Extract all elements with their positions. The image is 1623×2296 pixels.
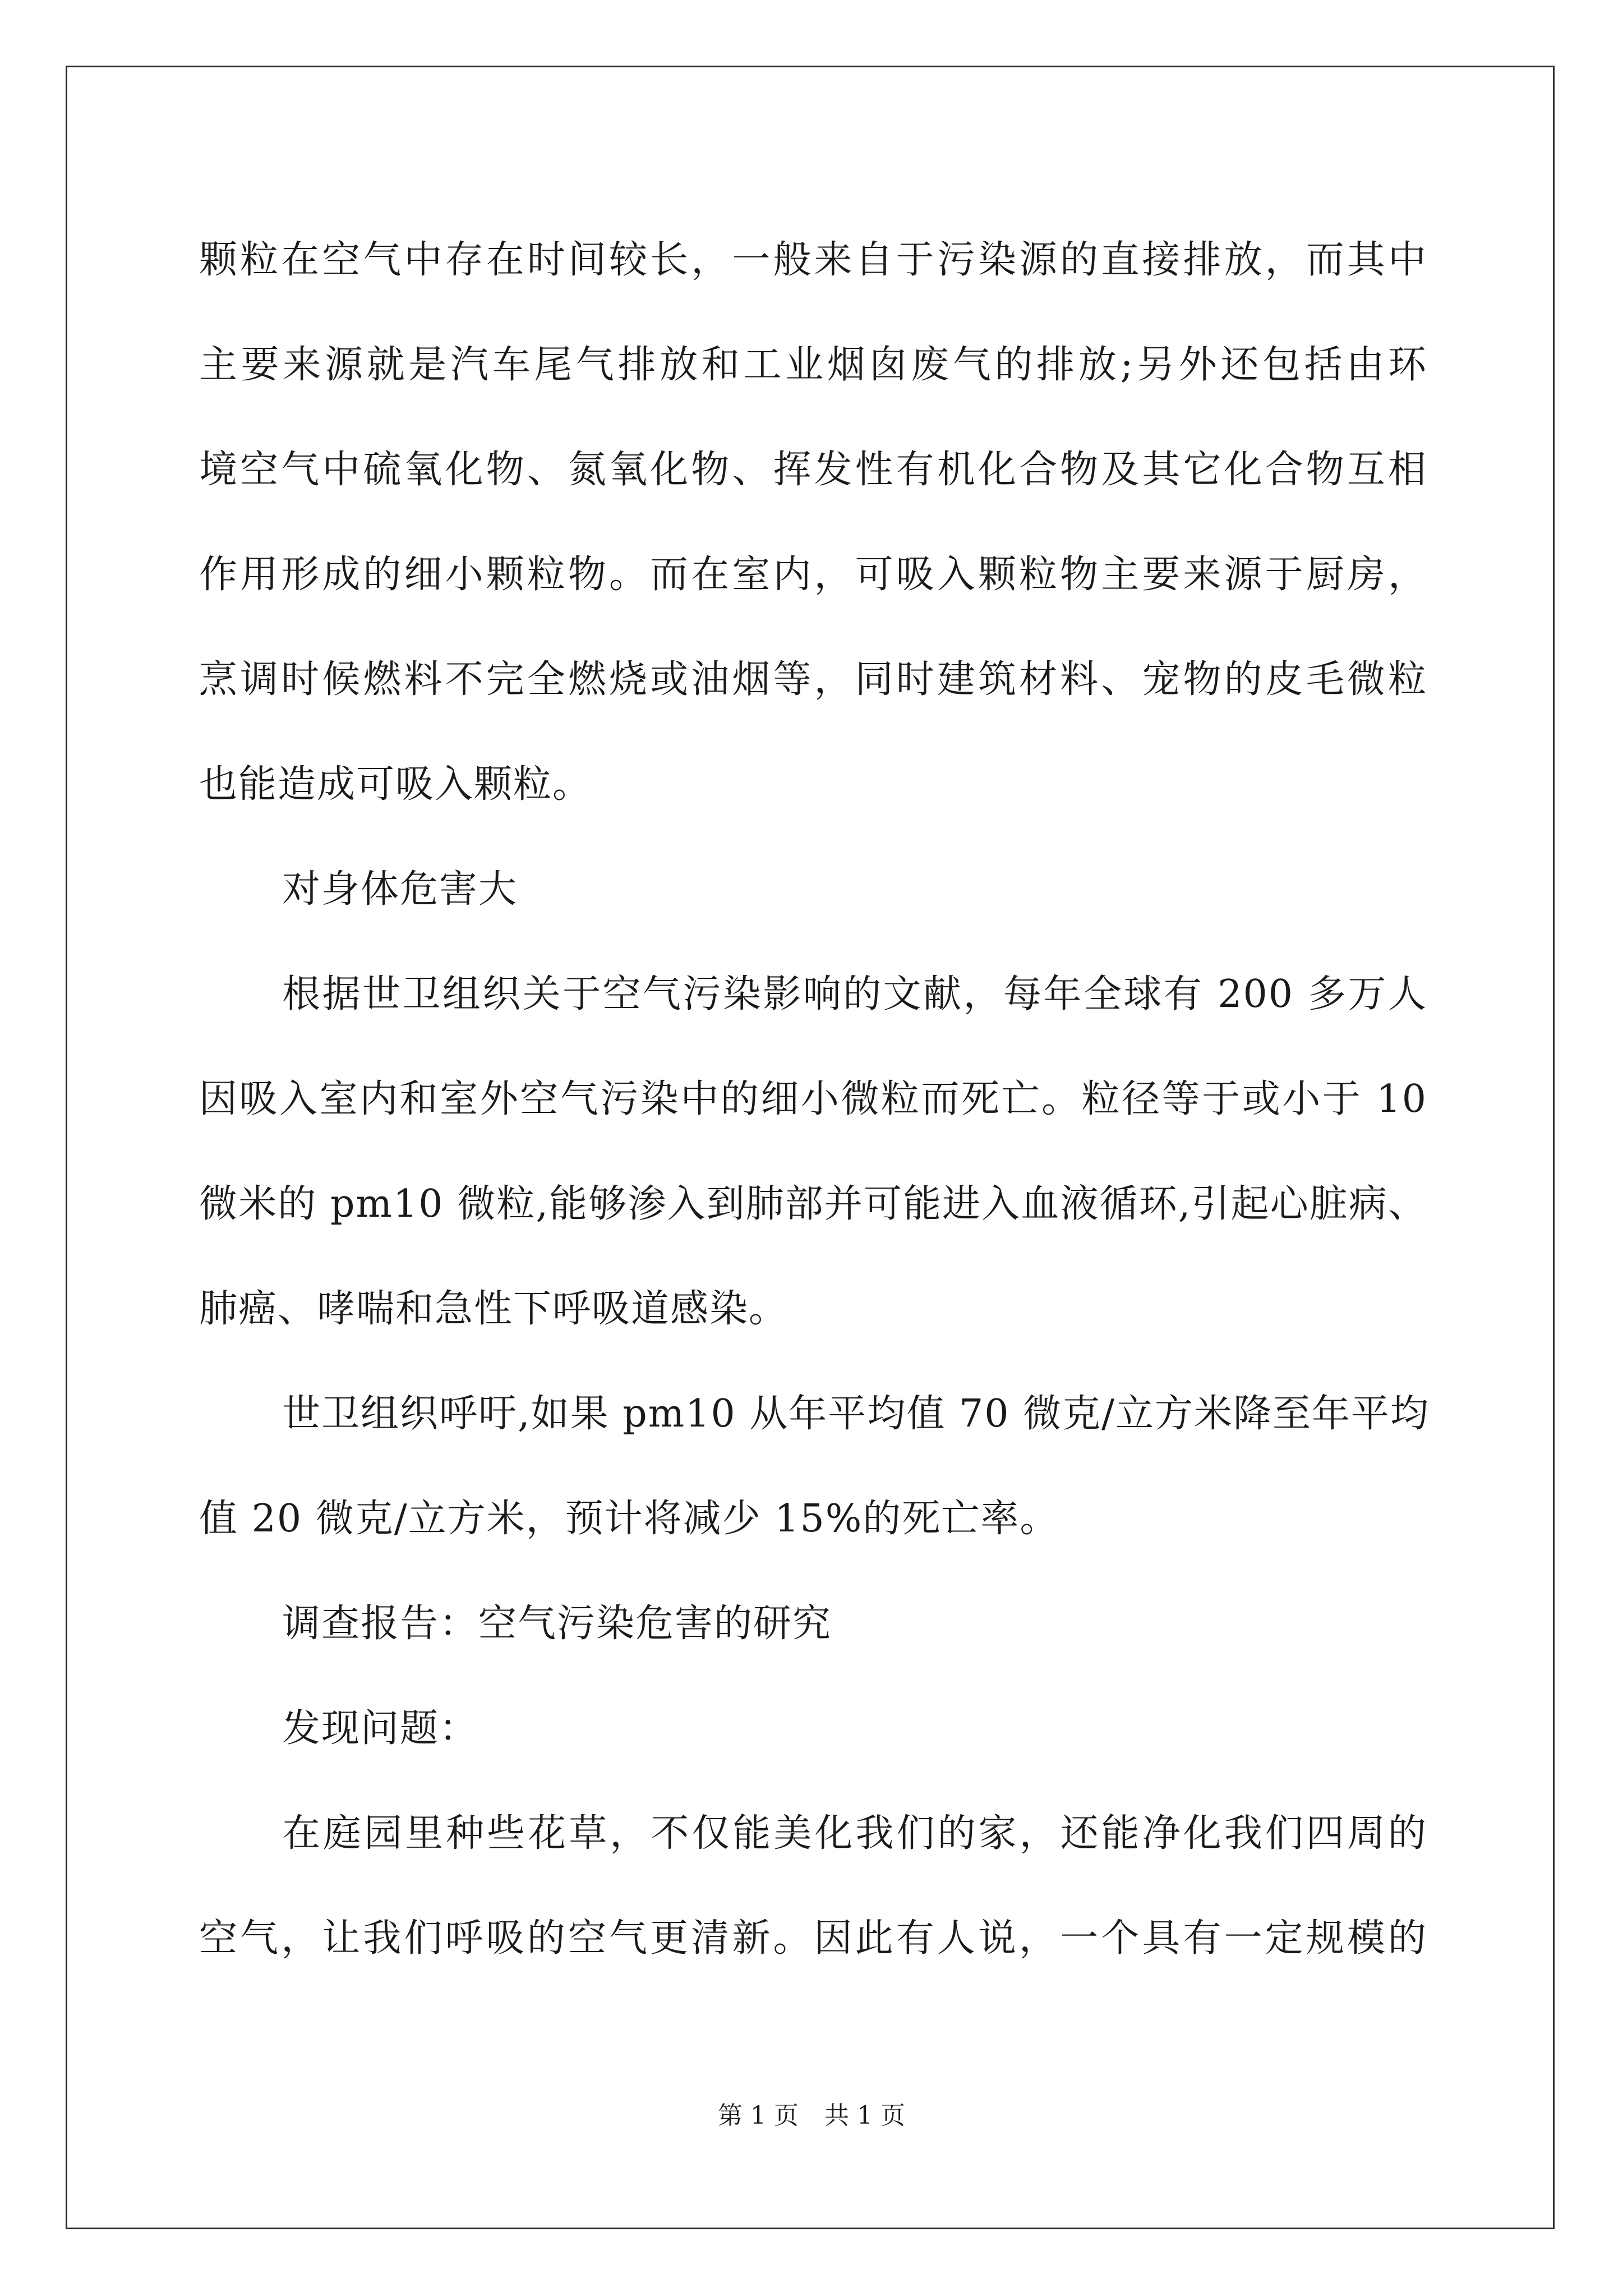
- section-heading: 调查报告：空气污染危害的研究: [282, 1602, 832, 1646]
- text-line: 作用形成的细小颗粒物。而在室内，可吸入颗粒物主要来源于厨房，: [199, 553, 1427, 597]
- text-line: 根据世卫组织关于空气污染影响的文献，每年全球有 200 多万人: [282, 972, 1427, 1016]
- text-line: 值 20 微克/立方米，预计将减少 15%的死亡率。: [199, 1497, 1059, 1541]
- section-heading: 对身体危害大: [282, 867, 518, 912]
- page-number: 第 1 页: [718, 2101, 799, 2130]
- text-line: 在庭园里种些花草，不仅能美化我们的家，还能净化我们四周的: [282, 1811, 1427, 1856]
- page-total: 共 1 页: [824, 2101, 905, 2130]
- text-line: 烹调时候燃料不完全燃烧或油烟等，同时建筑材料、宠物的皮毛微粒: [199, 657, 1427, 702]
- text-line: 空气，让我们呼吸的空气更清新。因此有人说，一个具有一定规模的: [199, 1916, 1427, 1961]
- section-heading: 发现问题：: [282, 1706, 479, 1751]
- text-line: 也能造成可吸入颗粒。: [199, 762, 592, 807]
- text-line: 境空气中硫氧化物、氮氧化物、挥发性有机化合物及其它化合物互相: [199, 448, 1427, 492]
- page-footer: [0, 2095, 1623, 2131]
- text-line: 肺癌、哮喘和急性下呼吸道感染。: [199, 1287, 789, 1331]
- text-line: 颗粒在空气中存在时间较长，一般来自于污染源的直接排放，而其中: [199, 238, 1427, 282]
- text-line: 因吸入室内和室外空气污染中的细小微粒而死亡。粒径等于或小于 10: [199, 1077, 1427, 1121]
- document-body: [199, 208, 1430, 1991]
- text-line: 主要来源就是汽车尾气排放和工业烟囱废气的排放;另外还包括由环: [199, 343, 1427, 387]
- text-line: 世卫组织呼吁,如果 pm10 从年平均值 70 微克/立方米降至年平均: [282, 1392, 1430, 1436]
- text-line: 微米的 pm10 微粒,能够渗入到肺部并可能进入血液循环,引起心脏病、: [199, 1182, 1427, 1226]
